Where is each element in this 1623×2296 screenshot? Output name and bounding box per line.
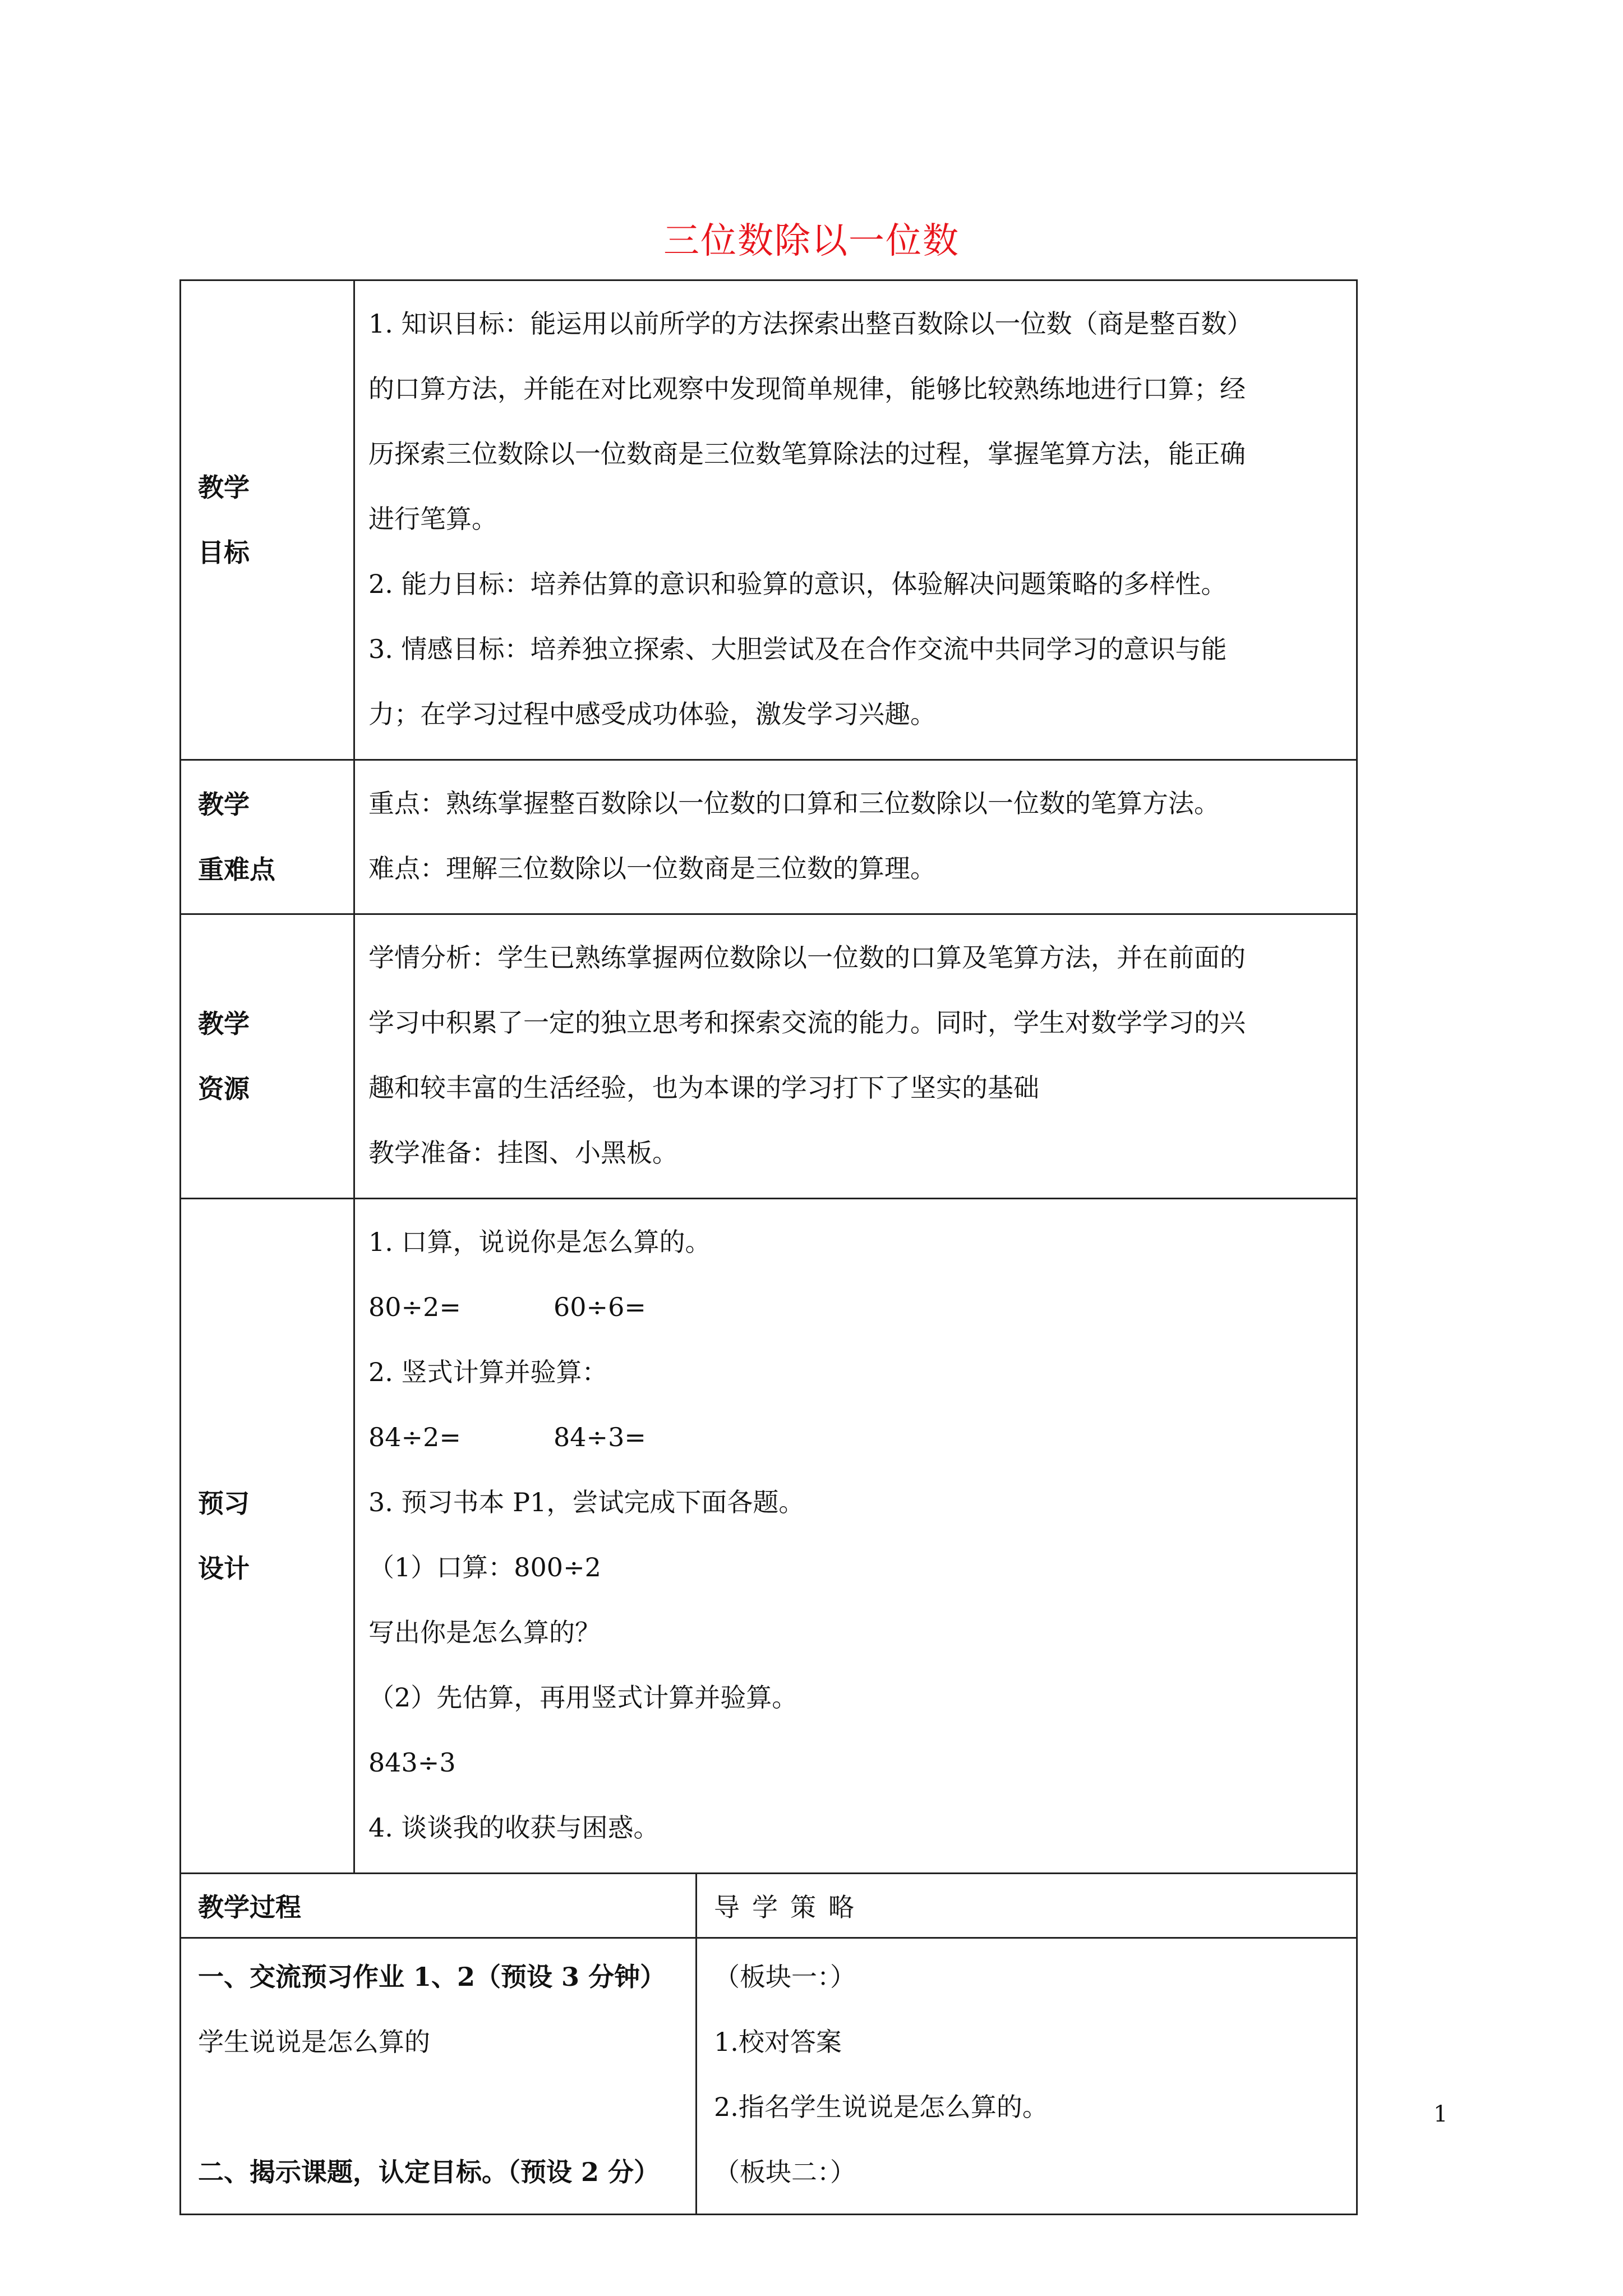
- lesson-plan-table: [179, 279, 1358, 2215]
- expression: 84÷2=: [368, 1422, 461, 1452]
- resources-row: [181, 914, 1357, 1199]
- key-points-label: 教学 重难点: [181, 760, 354, 914]
- expression: 60÷6=: [554, 1292, 646, 1322]
- page-number: 1: [1433, 2101, 1448, 2127]
- strategy-line: 2.指名学生说说是怎么算的。: [714, 2092, 1048, 2122]
- resources-content: [354, 914, 1357, 1199]
- strategy-line: 1.校对答案: [714, 2027, 842, 2057]
- goals-line: 历探索三位数除以一位数商是三位数笔算除法的过程，掌握笔算方法，能正确: [368, 439, 1246, 469]
- preview-sub-2: （2）先估算，再用竖式计算并验算。: [368, 1682, 798, 1713]
- expression: 84÷3=: [554, 1422, 646, 1452]
- preview-sub-1-question: 写出你是怎么算的？: [368, 1617, 601, 1648]
- process-header-right: 导学策略: [697, 1874, 1357, 1938]
- preview-item-3: 3. 预习书本 P1，尝试完成下面各题。: [368, 1487, 805, 1517]
- preview-row: [181, 1199, 1357, 1874]
- resources-label: 教学 资源: [181, 914, 354, 1199]
- expression: 80÷2=: [368, 1292, 461, 1322]
- step-1-text: 学生说说是怎么算的: [198, 2027, 430, 2057]
- preview-content: [354, 1199, 1357, 1874]
- preview-item-4: 4. 谈谈我的收获与困惑。: [368, 1812, 660, 1843]
- key-points-row: [181, 760, 1357, 914]
- goals-content: [354, 280, 1357, 760]
- resources-line: 教学准备：挂图、小黑板。: [368, 1138, 678, 1168]
- preview-expressions-2: [368, 1405, 1349, 1470]
- preview-item-2: 2. 竖式计算并验算：: [368, 1357, 608, 1387]
- page-title: 三位数除以一位数: [663, 220, 960, 262]
- preview-sub-2-expression: 843÷3: [368, 1747, 456, 1778]
- goals-line: 1. 知识目标：能运用以前所学的方法探索出整百数除以一位数（商是整百数）: [368, 309, 1253, 339]
- preview-expressions-1: [368, 1274, 1349, 1340]
- goals-line: 3. 情感目标：培养独立探索、大胆尝试及在合作交流中共同学习的意识与能: [368, 634, 1227, 664]
- goals-row: [181, 280, 1357, 760]
- resources-line: 学习中积累了一定的独立思考和探索交流的能力。同时，学生对数学学习的兴: [368, 1007, 1246, 1038]
- goals-line: 进行笔算。: [368, 504, 497, 534]
- resources-line: 学情分析：学生已熟练掌握两位数除以一位数的口算及笔算方法，并在前面的: [368, 942, 1246, 973]
- key-points-content: [354, 760, 1357, 914]
- difficult-point-line: 难点：理解三位数除以一位数商是三位数的算理。: [368, 853, 936, 884]
- preview-label: 预习 设计: [181, 1199, 354, 1874]
- goals-label: 教学 目标: [181, 280, 354, 760]
- preview-item-1: 1. 口算，说说你是怎么算的。: [368, 1227, 711, 1257]
- process-body-row: [181, 1938, 1357, 2215]
- step-2-title: 二、揭示课题，认定目标。（预设 2 分）: [198, 2157, 660, 2187]
- resources-line: 趣和较丰富的生活经验，也为本课的学习打下了坚实的基础: [368, 1073, 1039, 1103]
- goals-line: 2. 能力目标：培养估算的意识和验算的意识，体验解决问题策略的多样性。: [368, 569, 1227, 599]
- process-steps: [181, 1938, 697, 2215]
- goals-line: 的口算方法，并能在对比观察中发现简单规律，能够比较熟练地进行口算；经: [368, 374, 1246, 404]
- strategy-block-1: （板块一：）: [714, 1962, 856, 1992]
- spacer: [198, 2074, 691, 2139]
- preview-sub-1: （1）口算：800÷2: [368, 1552, 601, 1582]
- step-1-title: 一、交流预习作业 1、2（预设 3 分钟）: [198, 1962, 666, 1992]
- strategy-block-2: （板块二：）: [714, 2157, 856, 2187]
- goals-line: 力；在学习过程中感受成功体验，激发学习兴趣。: [368, 699, 936, 729]
- key-point-line: 重点：熟练掌握整百数除以一位数的口算和三位数除以一位数的笔算方法。: [368, 788, 1220, 818]
- process-header-left: 教学过程: [181, 1874, 697, 1938]
- process-header-row: [181, 1874, 1357, 1938]
- process-strategies: [697, 1938, 1357, 2215]
